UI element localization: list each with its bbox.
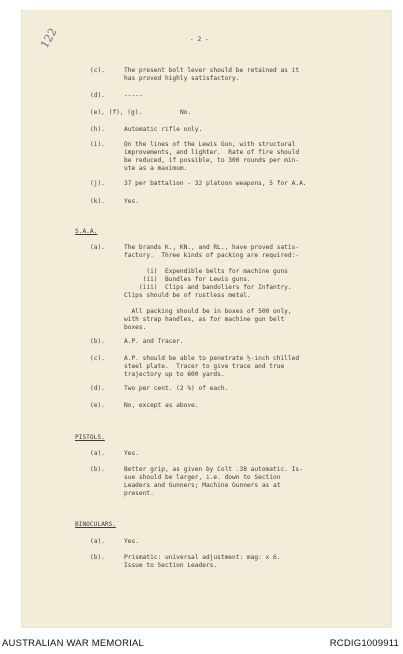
item-text: Prismatic: universal adjustment: mag: x 6. Issue to Section Leaders. xyxy=(124,554,281,569)
item-label: (d). xyxy=(90,92,105,99)
item-text: On the lines of the Lewis Gun, with structural improvements, and lighter. Rate of fire should be reduced, if possible, to 300 rounds per min- ute as a maximum. xyxy=(124,141,300,172)
item-label: (b). xyxy=(90,466,105,473)
item-label: (k). xyxy=(90,198,105,205)
item-text: Yes. xyxy=(124,198,139,205)
item-label: (a). xyxy=(90,538,105,545)
item-label: (j). xyxy=(90,180,105,187)
item-label: (c). xyxy=(90,67,105,74)
item-label: (e). xyxy=(90,402,105,409)
item-text: ----- xyxy=(124,92,143,99)
item-text: A.P. should be able to penetrate ½-inch chilled steel plate. Tracer to give trace and true trajectory up to 600 yards. xyxy=(124,355,300,378)
item-label: (h). xyxy=(90,126,105,133)
item-text: The present bolt lever should be retained as it has proved highly satisfactory. xyxy=(124,67,300,82)
item-label: (i). xyxy=(90,141,105,148)
item-text: Yes. xyxy=(124,450,139,457)
item-label: (d). xyxy=(90,385,105,392)
item-text: No. xyxy=(180,109,192,116)
footer-record-id: RCDIG1009911 xyxy=(329,638,399,649)
footer-archive-name: AUSTRALIAN WAR MEMORIAL xyxy=(2,638,145,649)
item-text: No, except as above. xyxy=(124,402,199,409)
item-text: The brands K., KN., and RL., have proved satis- factory. Three kinds of packing are required:- (i) Expendible belts for machine guns (ii) Bundles for Lewis guns. (iii) Clips and bandoliers for Infantry. Clips should be of rustless metal. All packing should be in boxes of 500 only, with strap handles, as for machine gun belt boxes. xyxy=(124,244,300,331)
item-label: (b). xyxy=(90,338,105,345)
item-text: Two per cent. (2 %) of each. xyxy=(124,385,229,392)
item-label: (a). xyxy=(90,244,105,251)
item-text: Better grip, as given by Colt .38 automatic. Is- sue should be larger, i.e. down to Section Leaders and Gunners; Machine Gunners as at present. xyxy=(124,466,303,497)
page-number: - 2 - xyxy=(190,36,209,43)
item-text: A.P. and Tracer. xyxy=(124,338,184,345)
section-heading-binoculars: BINOCULARS. xyxy=(75,521,116,528)
item-label: (e), (f), (g). xyxy=(90,109,143,116)
handwritten-folio-number: 122 xyxy=(38,25,60,51)
item-text: Automatic rifle only. xyxy=(124,126,203,133)
section-heading-pistols: PISTOLS. xyxy=(75,434,105,441)
item-text: 37 per battalion - 32 platoon weapons, 5 for A.A. xyxy=(124,180,307,187)
item-label: (b). xyxy=(90,554,105,561)
section-heading-saa: S.A.A. xyxy=(75,228,98,235)
item-label: (a). xyxy=(90,450,105,457)
item-text: Yes. xyxy=(124,538,139,545)
item-label: (c). xyxy=(90,355,105,362)
